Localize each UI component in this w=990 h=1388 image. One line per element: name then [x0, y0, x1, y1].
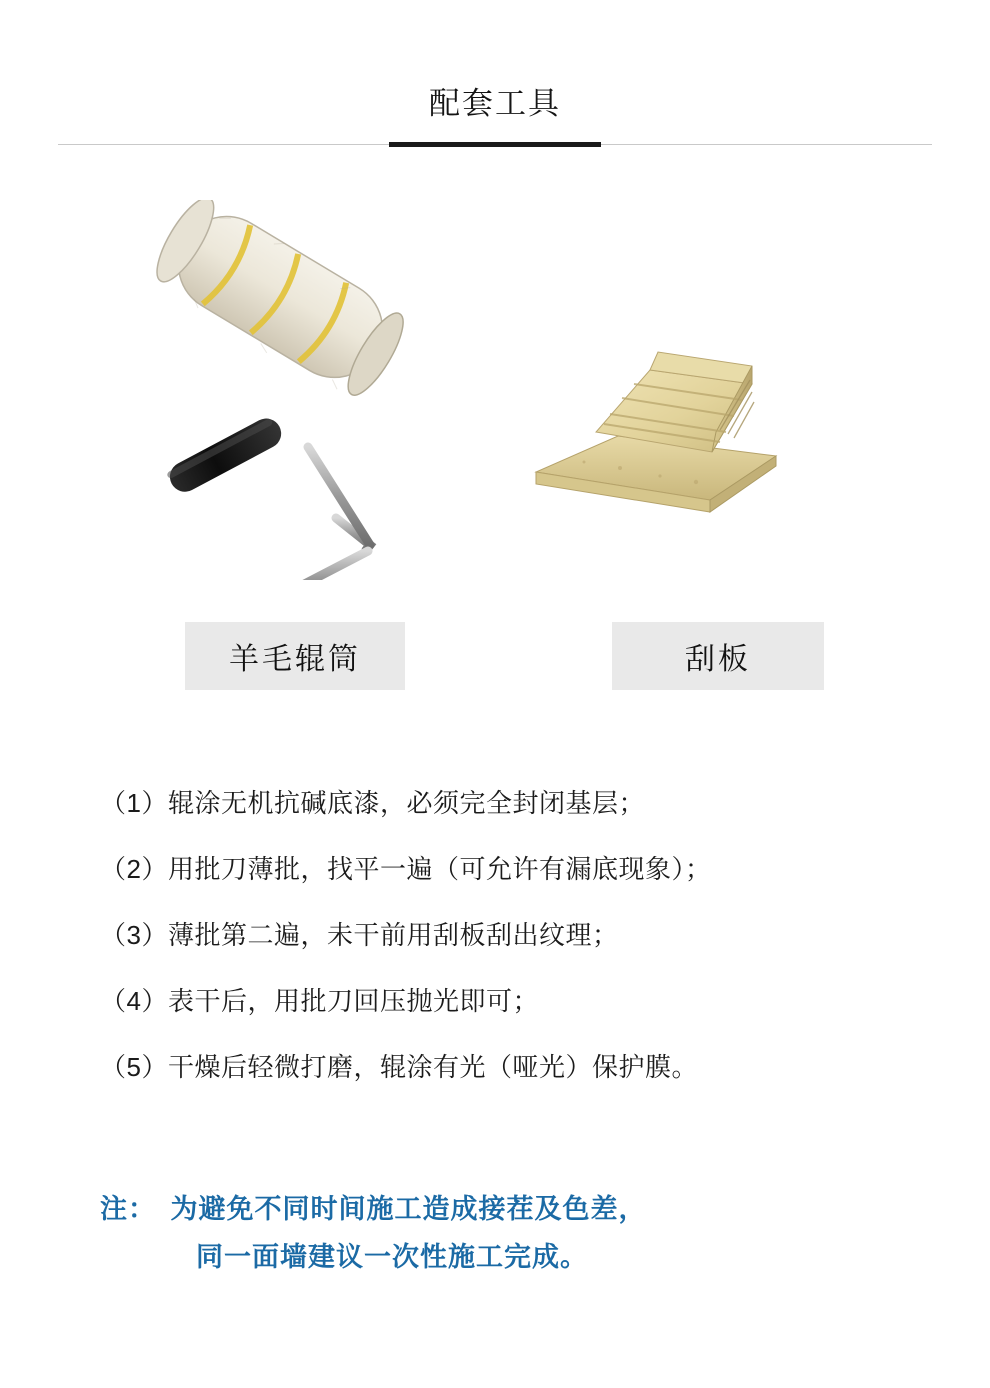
paint-roller-icon: [70, 200, 490, 580]
instruction-step: （1）辊涂无机抗碱底漆，必须完全封闭基层；: [100, 788, 645, 818]
instruction-step: （3）薄批第二遍，未干前用刮板刮出纹理；: [100, 920, 619, 950]
page-title: 配套工具: [429, 86, 561, 121]
note-label: 注：: [100, 1194, 156, 1224]
note-line-1: [100, 1185, 940, 1233]
tool-item-scraper: [500, 200, 920, 690]
instruction-step: （5）干燥后轻微打磨，辊涂有光（哑光）保护膜。: [100, 1052, 698, 1082]
wooden-scraper-icon: [500, 200, 920, 580]
wool-roller-figure: [70, 200, 490, 580]
tools-gallery: [0, 200, 990, 690]
tool-item-wool-roller: [70, 200, 490, 690]
note-text-line-2: 同一面墙建议一次性施工完成。: [196, 1242, 588, 1272]
instruction-step: （2）用批刀薄批，找平一遍（可允许有漏底现象）；: [100, 854, 712, 884]
tool-caption-wool-roller: 羊毛辊筒: [185, 622, 405, 690]
note-block: [100, 1185, 940, 1281]
title-divider: [58, 142, 932, 148]
instruction-list: [100, 770, 930, 1100]
divider-accent-bar: [389, 142, 601, 147]
tool-caption-scraper: 刮板: [612, 622, 824, 690]
scraper-figure: [500, 200, 920, 580]
note-text-line-1: 为避免不同时间施工造成接茬及色差，: [170, 1194, 647, 1224]
instruction-step: （4）表干后，用批刀回压抛光即可；: [100, 986, 539, 1016]
